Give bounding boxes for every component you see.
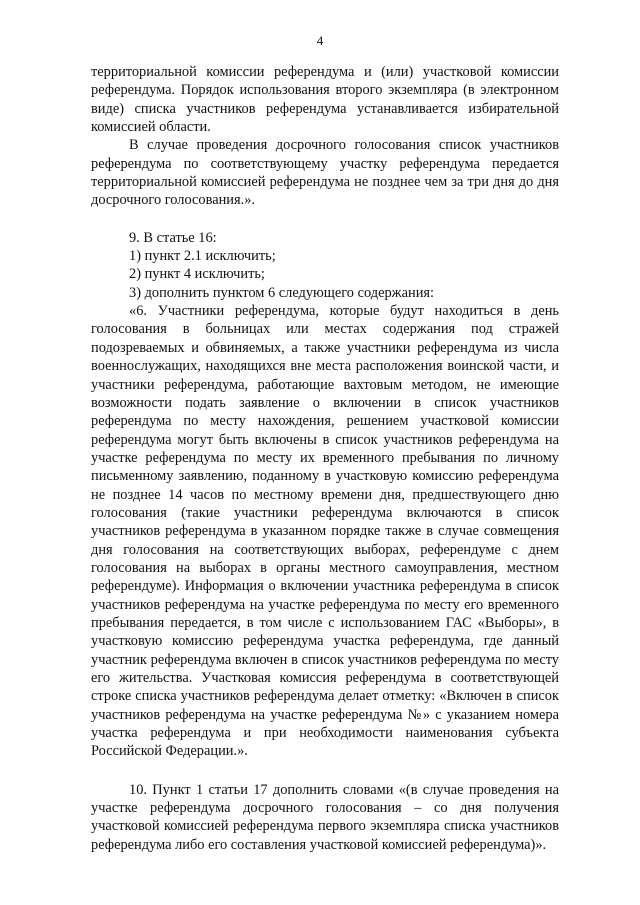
paragraph-subitem-1: 1) пункт 2.1 исключить;	[129, 248, 276, 265]
paragraph-item-10: 10. Пункт 1 статьи 17 дополнить словами «(в случае проведения на участке референдума досрочного голосования – со дня получения участковой комиссией референдума первого экземпляра списка участников референдума либо его составления участковой комиссией референдума)».	[91, 781, 559, 853]
paragraph-spacer	[91, 761, 559, 781]
paragraph-item-9-heading: 9. В статье 16:	[129, 229, 217, 246]
document-body	[91, 63, 559, 854]
paragraph-early-voting: В случае проведения досрочного голосования список участников референдума по соответствующему участку референдума передается территориальной комиссией референдума не позднее чем за три дня до дня досрочного голосования.».	[91, 137, 559, 209]
paragraph-spacer	[91, 210, 559, 229]
paragraph-continuation: территориальной комиссии референдума и (или) участковой комиссии референдума. Порядок использования второго экземпляра (в электронном виде) списка участников референдума устанавливается избирательной комиссией области.	[91, 64, 559, 136]
paragraph-subitem-2: 2) пункт 4 исключить;	[129, 266, 265, 283]
paragraph-point-6-text: «6. Участники референдума, которые будут находиться в день голосования в больницах или местах содержания под стражей подозреваемых и обвиняемых, а также участники референдума из числа военнослужащих, находящихся вне места расположения воинской части, и участники референдума, работающие вахтовым методом, не имеющие возможности подать заявление о включении в список участников референдума по месту нахождения, решением участковой комиссии референдума могут быть включены в список участников референдума на участке референдума по месту их временного пребывания по личному письменному заявлению, поданному в участковую комиссию референдума не позднее 14 часов по местному времени дня, предшествующего дню голосования (такие участники референдума включаются в список участников референдума в указанном порядке также в случае совмещения дня голосования на соответствующих выборах, референдуме с днем голосования на выборах в органы местного самоуправления, местном референдуме). Информация о включении участника референдума в список участников референдума на участке референдума по месту его временного пребывания передается, в том числе с использованием ГАС «Выборы», в участковую комиссию референдума участка референдума, где данный участник референдума включен в список участников референдума по месту его жительства. Участковая комиссия референдума в соответствующей строке списка участников референдума делает отметку: «Включен в список участников референдума на участке референдума №» с указанием номера участка референдума и при необходимости наименования субъекта Российской Федерации.».	[91, 303, 559, 760]
page-number: 4	[316, 33, 324, 48]
paragraph-subitem-3: 3) дополнить пунктом 6 следующего содержания:	[129, 284, 435, 301]
